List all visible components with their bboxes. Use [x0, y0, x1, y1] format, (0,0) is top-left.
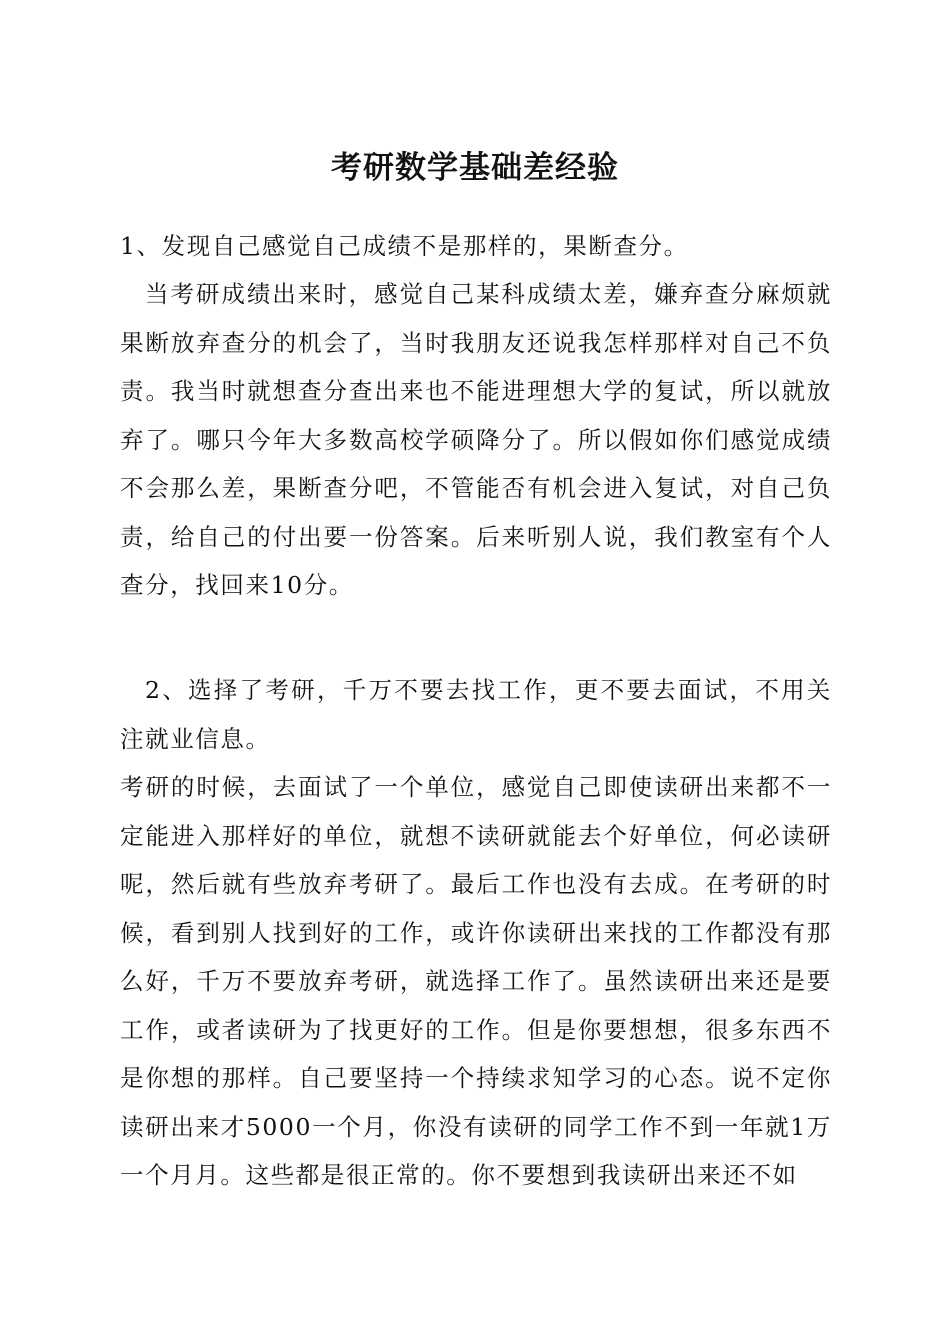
section-2-paragraph-text: 考研的时候，去面试了一个单位，感觉自己即使读研出来都不一定能进入那样好的单位，就想不读研就能去个好单位，何必读研呢，然后就有些放弃考研了。最后工作也没有去成。在考研的时候，看到别人找到好的工作，或许你读研出来找的工作都没有那么好，千万不要放弃考研，就选择工作了。虽然读研出来还是要工作，或者读研为了找更好的工作。但是你要想想，很多东西不是你想的那样。自己要坚持一个持续求知学习的心态。说不定你读研出来才5000一个月，你没有读研的同学工作不到一年就1万一个月月。这些都是很正常的。你不要想到我读研出来还不如: [120, 773, 832, 1189]
section-2-paragraph: [120, 763, 832, 1200]
section-1-heading: 1、发现自己感觉自己成绩不是那样的，果断查分。: [120, 232, 689, 260]
document-title: 考研数学基础差经验: [331, 150, 619, 186]
section-2-heading: 2、选择了考研，千万不要去找工作，更不要去面试，不用关注就业信息。: [120, 676, 832, 753]
section-1-paragraph: 当考研成绩出来时，感觉自己某科成绩太差，嫌弃查分麻烦就果断放弃查分的机会了，当时我朋友还说我怎样那样对自己不负责。我当时就想查分查出来也不能进理想大学的复试，所以就放弃了。哪只今年大多数高校学硕降分了。所以假如你们感觉成绩不会那么差，果断查分吧，不管能否有机会进入复试，对自己负责，给自己的付出要一份答案。后来听别人说，我们教室有个人查分，找回来10分。: [120, 280, 832, 599]
